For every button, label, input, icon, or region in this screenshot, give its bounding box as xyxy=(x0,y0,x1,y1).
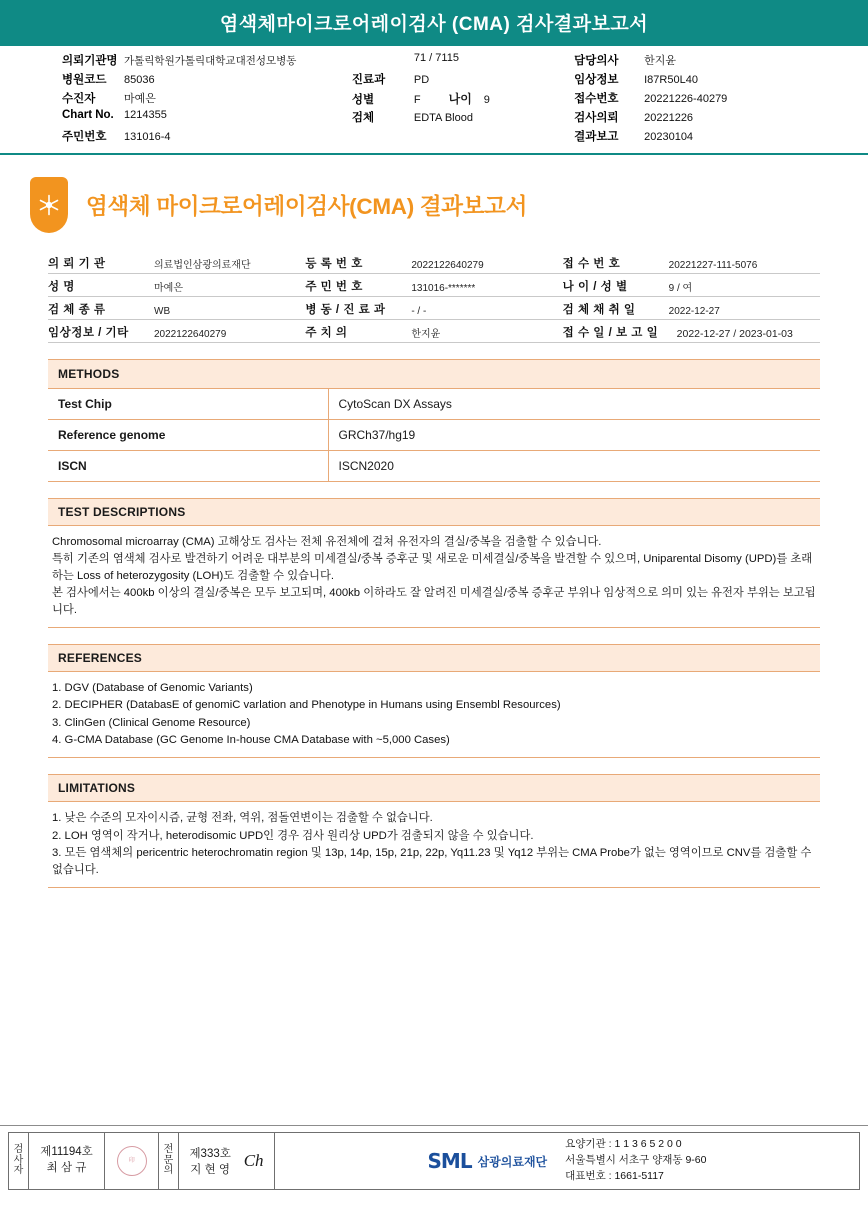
field-age-value: 9 xyxy=(483,94,490,106)
lab-info xyxy=(275,1133,859,1189)
signature-mark: Ch xyxy=(243,1151,264,1170)
field-sex-age xyxy=(352,90,574,109)
banner-title: 염색체마이크로어레이검사 (CMA) 검사결과보고서 xyxy=(219,14,649,35)
info-value-registration-no: 2022122640279 xyxy=(411,260,484,271)
table-row xyxy=(48,451,820,482)
examiner-identity xyxy=(29,1133,105,1189)
info-value-accession-no: 20221227-111-5076 xyxy=(668,260,758,271)
limitations-heading: LIMITATIONS xyxy=(48,774,820,802)
limitations-body xyxy=(48,802,820,888)
info-label-receipt-report-date: 접 수 일 / 보 고 일 xyxy=(562,327,659,339)
limitation-item: 3. 모든 염색체의 pericentric heterochromatin region 및 13p, 14p, 15p, 21p, 22p, Yq11.23 및 Yq12 부위는 CMA Probe가 없는 영역이므로 CNV를 검출할 수 없습니다. xyxy=(52,847,812,876)
field-institution xyxy=(62,52,352,71)
field-accession-no-label: 접수번호 xyxy=(574,93,619,105)
info-label-name: 성 명 xyxy=(48,281,75,293)
field-rrn-value: 131016-4 xyxy=(124,131,171,143)
field-report-date-label: 결과보고 xyxy=(574,131,619,143)
examiner-label: 검사자 xyxy=(9,1133,29,1189)
references-body xyxy=(48,672,820,759)
specialist-name: 지 현 영 xyxy=(190,1164,230,1176)
test-description-line: 본 검사에서는 400kb 이상의 결실/중복은 모두 보고되며, 400kb 이하라도 잘 알려진 미세결실/중복 증후군 부위나 임상적으로 의미 있는 유전자 부위는 보고됩니다. xyxy=(52,587,816,616)
patient-header-col-b xyxy=(352,52,574,147)
info-cell-attending-doctor xyxy=(305,320,562,343)
limitation-item: 1. 낮은 수준의 모자이시즘, 균형 전좌, 역위, 점돌연변이는 검출할 수 없습니다. xyxy=(52,812,433,825)
methods-key-reference-genome: Reference genome xyxy=(48,420,328,451)
field-room-value: 71 / 7115 xyxy=(413,52,459,64)
field-department-value: PD xyxy=(413,74,430,86)
test-descriptions-section xyxy=(48,498,820,628)
info-label-specimen-type: 검 체 종 류 xyxy=(48,304,106,316)
field-order-date-label: 검사의뢰 xyxy=(574,112,619,124)
info-value-institution: 의료법인삼광의료재단 xyxy=(154,260,251,271)
lab-logo-mark: SML xyxy=(427,1149,472,1173)
patient-header xyxy=(0,46,868,155)
info-value-attending-doctor: 한지윤 xyxy=(411,329,441,340)
field-sex-label: 성별 xyxy=(351,94,375,106)
info-value-age-sex: 9 / 여 xyxy=(668,283,693,294)
info-cell-name xyxy=(48,274,305,297)
shield-icon xyxy=(30,177,68,233)
field-doctor xyxy=(574,52,806,71)
field-order-date-value: 20221226 xyxy=(644,112,694,124)
methods-heading: METHODS xyxy=(48,359,820,389)
methods-value-test-chip: CytoScan DX Assays xyxy=(328,389,820,420)
methods-table xyxy=(48,389,820,482)
field-chart-no-label: Chart No. xyxy=(62,109,114,121)
methods-key-iscn: ISCN xyxy=(48,451,328,482)
info-cell-age-sex xyxy=(563,274,820,297)
info-label-attending-doctor: 주 치 의 xyxy=(305,327,348,339)
patient-header-col-a xyxy=(62,52,352,147)
info-cell-clinical-info xyxy=(48,320,305,343)
lab-address-line: 대표번호 : 1661-5117 xyxy=(565,1169,664,1182)
info-value-receipt-report-date: 2022-12-27 / 2023-01-03 xyxy=(676,328,793,340)
reference-item: 2. DECIPHER (DatabasE of genomiC varlation and Phenotype in Humans using Ensembl Resources) xyxy=(52,699,561,712)
field-blank-b xyxy=(352,128,574,147)
field-age-label: 나이 xyxy=(448,92,472,106)
info-label-collection-date: 검 체 채 취 일 xyxy=(562,304,636,316)
field-specimen xyxy=(352,109,574,128)
field-rrn-label: 주민번호 xyxy=(62,131,107,143)
field-doctor-value: 한지윤 xyxy=(644,55,676,67)
info-cell-specimen-type xyxy=(48,297,305,320)
info-value-collection-date: 2022-12-27 xyxy=(668,306,720,317)
info-cell-accession-no xyxy=(563,251,820,274)
examiner-license: 제11194호 xyxy=(40,1146,93,1159)
lab-name: 삼광의료재단 xyxy=(477,1154,548,1169)
references-section xyxy=(48,644,820,759)
report-footer xyxy=(0,1125,868,1221)
table-row xyxy=(48,420,820,451)
specialist-label: 전문의 xyxy=(159,1133,179,1189)
field-chart-no xyxy=(62,109,352,128)
limitations-section xyxy=(48,774,820,888)
limitation-item: 2. LOH 영역이 작거나, heterodisomic UPD인 경우 검사 원리상 UPD가 검출되지 않을 수 있습니다. xyxy=(52,829,534,842)
field-institution-value: 가톨릭학원가톨릭대학교대전성모병동 xyxy=(124,55,297,67)
reference-item: 4. G-CMA Database (GC Genome In-house CMA Database with ~5,000 Cases) xyxy=(52,734,450,746)
examiner-signature-group xyxy=(9,1133,159,1189)
field-specimen-value: EDTA Blood xyxy=(413,112,473,124)
report-info-grid xyxy=(48,251,820,343)
info-value-specimen-type: WB xyxy=(154,306,171,317)
lab-address-line: 서울특별시 서초구 양재동 9-60 xyxy=(565,1154,707,1167)
field-report-date xyxy=(574,128,806,147)
field-hospital-code-value: 85036 xyxy=(124,74,155,86)
info-label-clinical-info: 임상정보 / 기타 xyxy=(48,327,129,339)
field-hospital-code xyxy=(62,71,352,90)
field-specimen-label: 검체 xyxy=(351,112,375,124)
field-accession-no xyxy=(574,90,806,109)
info-value-clinical-info: 2022122640279 xyxy=(154,329,227,340)
field-accession-no-value: 20221226-40279 xyxy=(644,93,728,105)
lab-address xyxy=(565,1137,706,1184)
field-patient-label: 수진자 xyxy=(62,93,96,105)
field-order-date xyxy=(574,109,806,128)
references-heading: REFERENCES xyxy=(48,644,820,672)
specialist-signature-group xyxy=(159,1133,275,1189)
field-patient xyxy=(62,90,352,109)
field-rrn xyxy=(62,128,352,147)
field-doctor-label: 담당의사 xyxy=(574,55,619,67)
info-cell-institution xyxy=(48,251,305,274)
lab-address-line: 요양기관 : 1 1 3 6 5 2 0 0 xyxy=(565,1138,682,1151)
test-descriptions-body xyxy=(48,526,820,628)
methods-section xyxy=(48,359,820,482)
info-cell-rrn xyxy=(305,274,562,297)
footer-signature-bar xyxy=(8,1132,860,1190)
info-cell-collection-date xyxy=(563,297,820,320)
test-description-line: Chromosomal microarray (CMA) 고해상도 검사는 전체 유전체에 걸쳐 유전자의 결실/중복을 검출할 수 있습니다. xyxy=(52,536,602,548)
info-value-name: 마예은 xyxy=(154,283,183,294)
info-value-ward-dept: - / - xyxy=(411,306,427,317)
reference-item: 1. DGV (Database of Genomic Variants) xyxy=(52,681,253,694)
info-label-age-sex: 나 이 / 성 별 xyxy=(562,281,628,293)
info-label-registration-no: 등 록 번 호 xyxy=(305,258,363,270)
test-description-line: 특히 기존의 염색체 검사로 발견하기 어려운 대부분의 미세결실/중복 증후군 및 새로운 미세결실/중복을 발견할 수 있으며, Uniparental Disomy (UPD)를 초래하는 Loss of heterozygosity (LOH)도 검출할 수 있습니다. xyxy=(52,553,813,582)
field-clinical-info xyxy=(574,71,806,90)
field-hospital-code-label: 병원코드 xyxy=(62,74,107,86)
info-cell-ward-dept xyxy=(305,297,562,320)
table-row xyxy=(48,389,820,420)
info-label-accession-no: 접 수 번 호 xyxy=(562,258,621,270)
document-title-block xyxy=(0,155,868,247)
info-cell-receipt-report-date xyxy=(563,320,820,343)
lab-logo xyxy=(428,1149,548,1173)
specialist-license: 제333호 xyxy=(189,1148,231,1160)
methods-value-reference-genome: GRCh37/hg19 xyxy=(328,420,820,451)
field-report-date-value: 20230104 xyxy=(644,131,694,143)
info-value-rrn: 131016-******* xyxy=(411,283,476,294)
field-clinical-info-label: 임상정보 xyxy=(574,74,619,86)
info-label-institution: 의 뢰 기 관 xyxy=(48,258,106,270)
info-label-ward-dept: 병 동 / 진 료 과 xyxy=(305,304,386,316)
examiner-stamp xyxy=(105,1133,159,1189)
field-institution-label: 의뢰기관명 xyxy=(62,55,118,67)
reference-item: 3. ClinGen (Clinical Genome Resource) xyxy=(52,716,251,729)
info-cell-registration-no xyxy=(305,251,562,274)
methods-key-test-chip: Test Chip xyxy=(48,389,328,420)
examiner-name: 최 삼 규 xyxy=(46,1162,87,1174)
field-sex-value: F xyxy=(413,94,421,106)
specialist-identity xyxy=(179,1133,275,1189)
page-title: 염색체 마이크로어레이검사(CMA) 결과보고서 xyxy=(86,194,528,219)
info-label-rrn: 주 민 번 호 xyxy=(305,281,363,293)
field-room xyxy=(352,52,574,71)
field-department xyxy=(352,71,574,90)
report-banner xyxy=(0,0,868,46)
patient-header-col-c xyxy=(574,52,806,147)
methods-value-iscn: ISCN2020 xyxy=(328,451,820,482)
field-patient-value: 마예은 xyxy=(124,93,156,105)
field-clinical-info-value: I87R50L40 xyxy=(644,74,698,86)
field-department-label: 진료과 xyxy=(351,74,386,86)
test-descriptions-heading: TEST DESCRIPTIONS xyxy=(48,498,820,526)
seal-icon: 印 xyxy=(117,1146,147,1176)
field-chart-no-value: 1214355 xyxy=(124,109,167,121)
